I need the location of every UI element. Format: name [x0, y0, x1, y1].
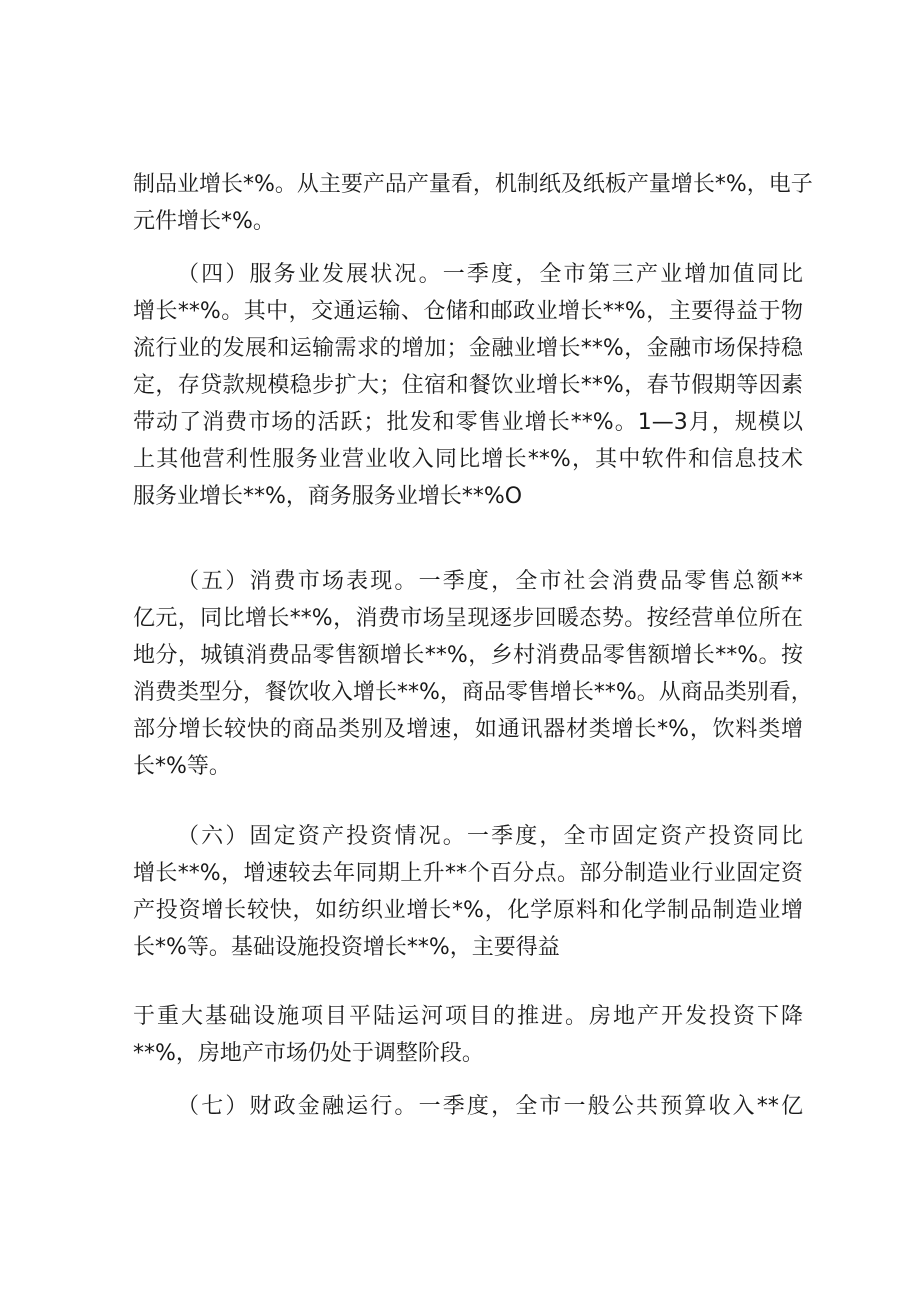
text-line: 部分增长较快的商品类别及增速，如通讯器材类增长*%，饮料类增 [133, 717, 803, 742]
text-line: 产投资增长较快，如纺织业增长*%，化学原料和化学制品制造业增 [133, 898, 803, 923]
text-line: 于重大基础设施项目平陆运河项目的推进。房地产开发投资下降 [133, 1004, 803, 1029]
paragraph-fiscal-finance [133, 1088, 803, 1125]
text-line: 服务业增长**%，商务服务业增长**%O [133, 484, 523, 509]
text-line: （五）消费市场表现。一季度，全市社会消费品零售总额** [177, 569, 803, 594]
paragraph-service-industry [133, 256, 803, 515]
text-line: 地分，城镇消费品零售额增长**%，乡村消费品零售额增长**%。按 [133, 643, 803, 668]
text-line: 增长**%。其中，交通运输、仓储和邮政业增长**%，主要得益于物 [133, 299, 803, 324]
text-line: 流行业的发展和运输需求的增加；金融业增长**%，金融市场保持稳 [133, 336, 803, 361]
paragraph-real-estate [133, 998, 803, 1072]
text-line: （七）财政金融运行。一季度，全市一般公共预算收入**亿 [177, 1094, 803, 1119]
text-line: 亿元，同比增长**%，消费市场呈现逐步回暖态势。按经营单位所在 [133, 606, 803, 631]
paragraph-consumer-market [133, 563, 813, 785]
text-line: 长*%等。 [133, 754, 231, 779]
text-line: 制品业增长*%。从主要产品产量看，机制纸及纸板产量增长*%，电子 [133, 172, 813, 197]
text-line: 元件增长*%。 [133, 209, 275, 234]
paragraph-fixed-asset-investment [133, 818, 803, 966]
text-line: 上其他营利性服务业营业收入同比增长**%，其中软件和信息技术 [133, 447, 803, 472]
text-line: 带动了消费市场的活跃；批发和零售业增长**%。1—3月，规模以 [133, 410, 803, 435]
text-line: 增长**%，增速较去年同期上升**个百分点。部分制造业行业固定资 [133, 861, 803, 886]
text-line: （四）服务业发展状况。一季度，全市第三产业增加值同比 [177, 262, 803, 287]
text-line: **%，房地产市场仍处于调整阶段。 [133, 1041, 484, 1066]
text-line: 消费类型分，餐饮收入增长**%，商品零售增长**%。从商品类别看， [133, 680, 813, 705]
text-line: 定，存贷款规模稳步扩大；住宿和餐饮业增长**%，春节假期等因素 [133, 373, 803, 398]
text-line: 长*%等。基础设施投资增长**%，主要得益 [133, 935, 560, 960]
paragraph-manufacturing-output [133, 166, 813, 240]
text-line: （六）固定资产投资情况。一季度，全市固定资产投资同比 [177, 824, 803, 849]
